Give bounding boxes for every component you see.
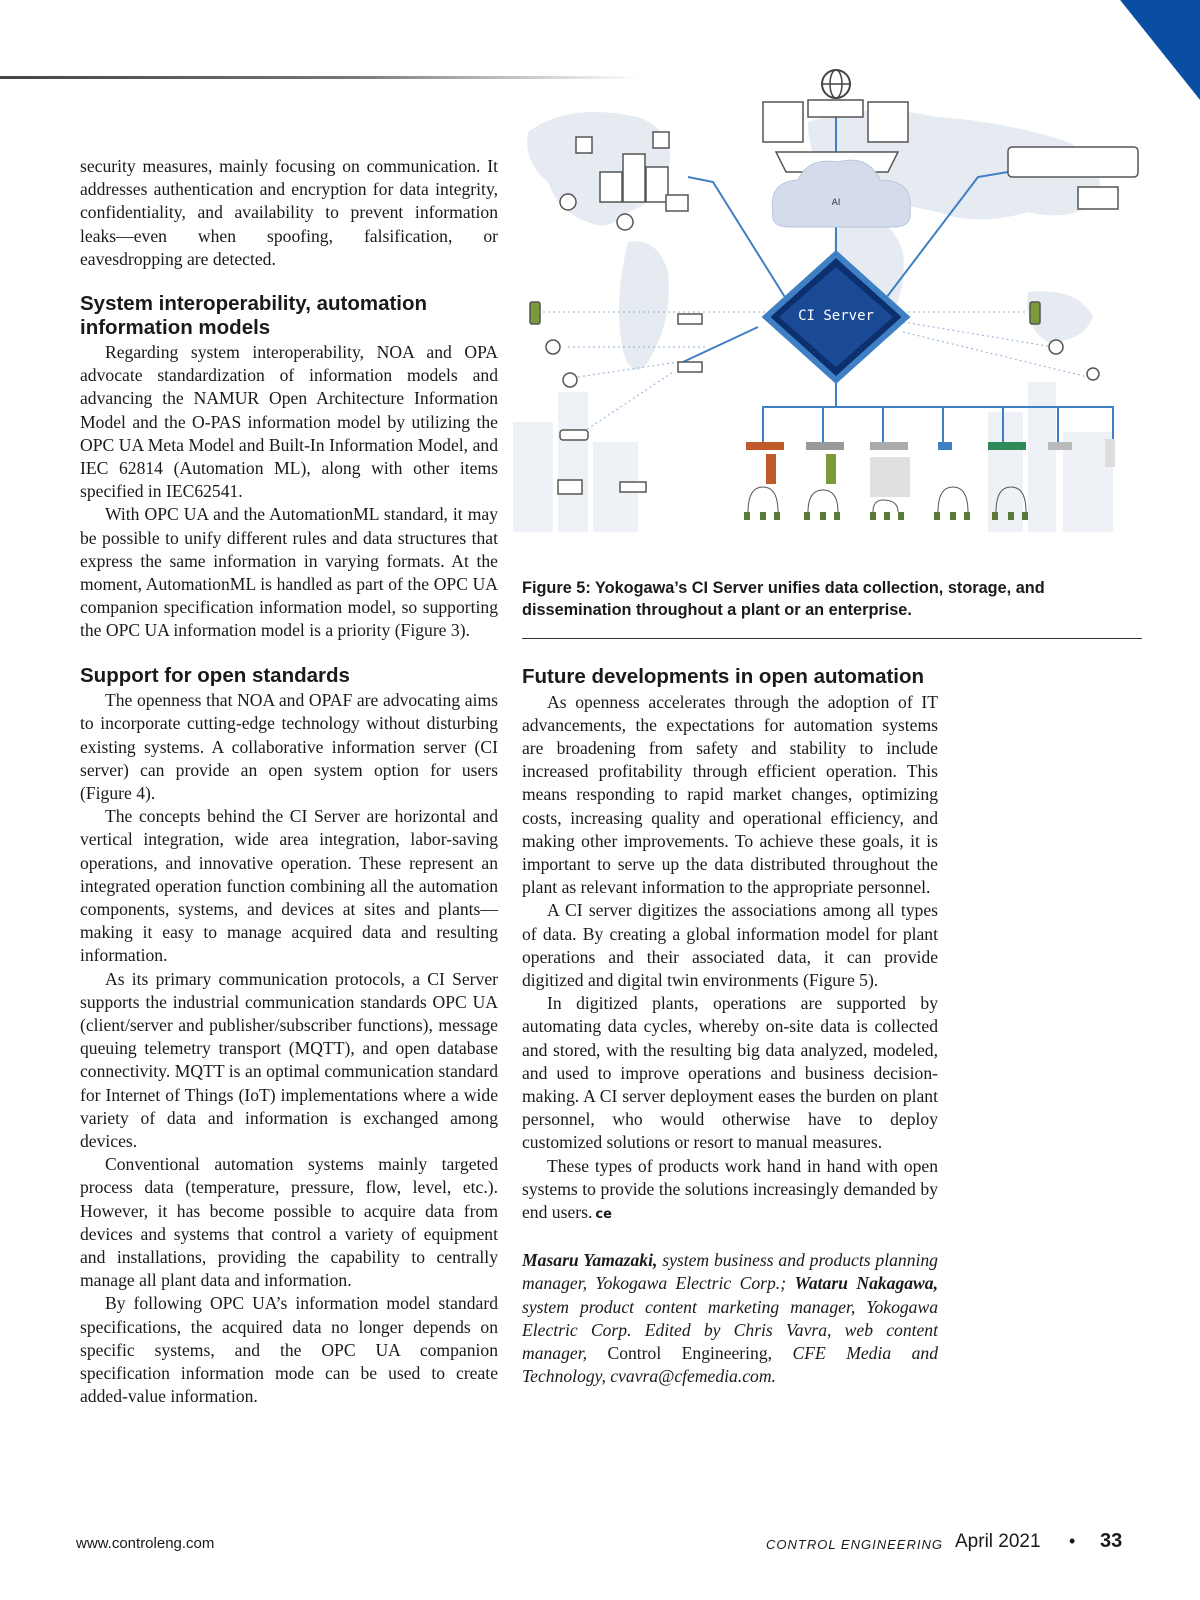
author-name: Masaru Yamazaki, <box>522 1250 658 1271</box>
page-number: 33 <box>1100 1530 1123 1552</box>
city-silhouette <box>513 382 1113 532</box>
paragraph: The openness that NOA and OPAF are advocating aims to incorporate cutting-edge technology without disturbing existing systems. A collaborative information server (CI server) can provide an open system option for users (Figure 4). <box>80 690 498 803</box>
paragraph: As its primary communication protocols, a CI Server supports the industrial communication standards OPC UA (client/server and publisher/subscriber functions), message queuing telemetry transport (MQTT), and open database connectivity. MQTT is an optimal communication standard for Internet of Things (IoT) implementations where a wide variety of data and information is exchanged among devices. <box>80 968 498 1152</box>
figure-caption: Figure 5: Yokogawa’s CI Server unifies data collection, storage, and dissemination throughout a plant or an enterprise. <box>522 579 1045 619</box>
paragraph: Conventional automation systems mainly targeted process data (temperature, pressure, flow, level, etc.). However, it has become possible to acquire data from devices and systems that control a variety of equipment and installations, providing the capability to centrally manage all plant data and information. <box>80 1154 498 1291</box>
publication-name: Control Engineering, <box>607 1342 773 1363</box>
paragraph: security measures, mainly focusing on communication. It addresses authentication and encryption for data integrity, confidentiality, and availability to prevent information leaks—even when spoofing, falsification, or eavesdropping are detected. <box>80 156 498 269</box>
section-heading: Support for open standards <box>80 663 350 687</box>
paragraph: A CI server digitizes the associations among all types of data. By creating a global information model for plant operations and their associated data, it can provide digitized and digital twin environments (Figure 5). <box>522 900 938 990</box>
footer-bullet: • <box>1069 1531 1076 1551</box>
globe-icon <box>822 70 850 98</box>
paragraph: The concepts behind the CI Server are horizontal and vertical integration, wide area integration, labor-saving operations, and innovative operation. These represent an integrated operation function combining all the automation components, systems, and devices at sites and plants—making it easy to manage acquired data and resulting information. <box>80 806 498 966</box>
right-column <box>522 665 938 1388</box>
paragraph: In digitized plants, operations are supported by automating data cycles, whereby on-site data is collected and stored, with the resulting big data analyzed, modeled, and used to improve operations and business decision-making. A CI server deployment eases the burden on plant personnel, who would otherwise have to deploy customized solutions or resort to manual measures. <box>522 993 938 1153</box>
author-byline <box>522 1249 938 1388</box>
section-heading: Future developments in open automation <box>522 665 925 688</box>
author-role: system product content marketing manager, Yokogawa Electric Corp. Edited by Chris Vavra, web content manager, <box>522 1296 938 1363</box>
caption-rule <box>522 638 1142 639</box>
ci-server-diagram <box>508 62 1148 557</box>
paragraph: As openness accelerates through the adoption of IT advancements, the expectations for automation systems are broadening from safety and stability to include increased profitability through efficient operation. This means responding to rapid market changes, optimizing costs, increasing quality and operational efficiency, and making other improvements. To achieve these goals, it is important to serve up the data distributed throughout the plant as relevant information to the appropriate personnel. <box>522 691 938 898</box>
ai-label: AI <box>831 198 841 208</box>
paragraph <box>522 1155 938 1227</box>
author-name: Wataru Nakagawa, <box>794 1273 938 1294</box>
closing-text: These types of products work hand in hand with open systems to provide the solutions increasingly demanded by end users. <box>522 1155 938 1222</box>
left-column <box>80 155 498 1408</box>
io-racks <box>746 439 1115 497</box>
paragraph: By following OPC UA’s information model standard specifications, the acquired data no longer depends on specific systems, and the OPC UA companion specification information mode can be used to create added-value information. <box>80 1293 498 1407</box>
paragraph: Regarding system interoperability, NOA and OPA advocate standardization of information models and advancing the NAMUR Open Architecture Information Model and the O-PAS information model by utilizing the OPC UA Meta Model and Built-In Information Model, and IEC 62814 (Automation ML), along with other items specified in IEC62541. <box>80 342 498 502</box>
author-role: system business and products planning manager, Yokogawa Electric Corp.; <box>522 1250 938 1294</box>
ci-server-label: CI Server <box>798 308 874 324</box>
ce-end-mark: ce <box>595 1206 612 1222</box>
footer-url[interactable]: www.controleng.com <box>76 1535 215 1552</box>
company-contact: CFE Media and Technology, cvavra@cfemedia.com. <box>522 1342 938 1387</box>
paragraph: With OPC UA and the AutomationML standard, it may be possible to unify different rules and data structures that express the same information in varying formats. At the moment, AutomationML is handled as part of the OPC UA companion specification information model, so supporting the OPC UA information model is a priority (Figure 3). <box>80 504 498 641</box>
section-heading: System interoperability, automation information models <box>80 292 428 339</box>
footer-magazine: CONTROL ENGINEERING <box>766 1537 943 1552</box>
sensor-icons <box>744 512 1028 520</box>
footer-date: April 2021 <box>955 1531 1041 1552</box>
